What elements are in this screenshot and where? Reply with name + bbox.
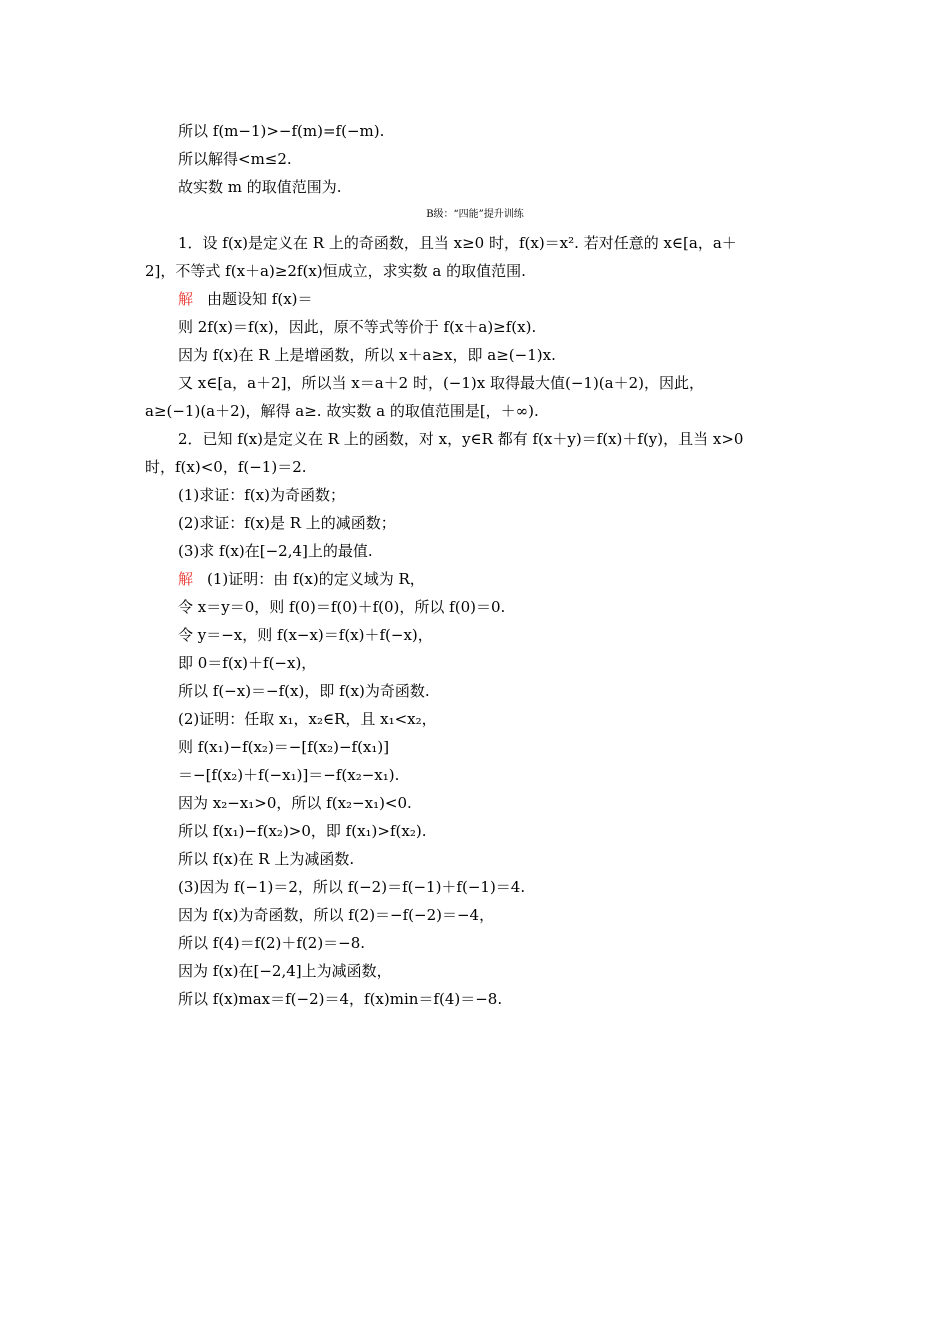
solution-line: 令 y＝−x，则 f(x−x)＝f(x)＋f(−x)， <box>178 626 433 644</box>
solution-line: 因为 f(x)在[−2,4]上为减函数， <box>178 962 392 980</box>
solution-line: 所以 f(x)max＝f(−2)＝4，f(x)min＝f(4)＝−8. <box>178 990 503 1008</box>
text-line: 所以 f(m−1)>−f(m)=f(−m). <box>178 122 385 140</box>
solution-line: 因为 f(x)在 R 上是增函数，所以 x＋a≥x，即 a≥(−1)x. <box>178 346 556 364</box>
solution-line: 所以 f(−x)＝−f(x)，即 f(x)为奇函数. <box>178 682 430 700</box>
solution-1-first-line <box>178 289 313 309</box>
solution-2-first-line <box>178 569 425 589</box>
solution-line: 所以 f(x₁)−f(x₂)>0，即 f(x₁)>f(x₂). <box>178 822 427 840</box>
section-title: B级：“四能”提升训练 <box>426 209 524 220</box>
solution-line: 因为 f(x)为奇函数，所以 f(2)＝−f(−2)＝−4， <box>178 906 495 924</box>
solution-label: 解 <box>178 290 194 308</box>
question-1-line-1: 1．设 f(x)是定义在 R 上的奇函数，且当 x≥0 时，f(x)＝x². 若对任意的 x∈[a，a＋ <box>178 234 737 252</box>
solution-line: 所以 f(4)＝f(2)＋f(2)＝−8. <box>178 934 366 952</box>
question-2-part: (3)求 f(x)在[−2,4]上的最值. <box>178 542 373 560</box>
solution-line: 因为 x₂−x₁>0，所以 f(x₂−x₁)<0. <box>178 794 412 812</box>
text-line: 所以解得<m≤2. <box>178 150 292 168</box>
solution-line: (3)因为 f(−1)＝2，所以 f(−2)＝f(−1)＋f(−1)＝4. <box>178 878 526 896</box>
question-2-part: (2)求证：f(x)是 R 上的减函数； <box>178 514 396 532</box>
solution-line: (2)证明：任取 x₁，x₂∈R，且 x₁<x₂， <box>178 710 437 728</box>
solution-line: 令 x＝y＝0，则 f(0)＝f(0)＋f(0)，所以 f(0)＝0. <box>178 598 506 616</box>
question-1-line-2: 2]，不等式 f(x＋a)≥2f(x)恒成立，求实数 a 的取值范围. <box>145 262 526 280</box>
solution-line: 又 x∈[a，a＋2]，所以当 x＝a＋2 时，(−1)x 取得最大值(−1)(a＋2)，因此， <box>178 374 704 392</box>
question-2-line-1: 2．已知 f(x)是定义在 R 上的函数，对 x，y∈R 都有 f(x＋y)＝f(x)＋f(y)，且当 x>0 <box>178 430 744 448</box>
question-2-line-2: 时，f(x)<0，f(−1)＝2. <box>145 458 307 476</box>
solution-line: ＝−[f(x₂)＋f(−x₁)]＝−f(x₂−x₁). <box>178 766 400 784</box>
solution-line: 所以 f(x)在 R 上为减函数. <box>178 850 355 868</box>
solution-text: (1)证明：由 f(x)的定义域为 R， <box>207 570 425 588</box>
text-line: 故实数 m 的取值范围为. <box>178 178 342 196</box>
solution-line: 即 0＝f(x)＋f(−x)， <box>178 654 317 672</box>
solution-line: a≥(−1)(a＋2)，解得 a≥. 故实数 a 的取值范围是[，＋∞). <box>145 402 539 420</box>
solution-text: 由题设知 f(x)＝ <box>207 290 313 308</box>
solution-label: 解 <box>178 570 194 588</box>
question-2-part: (1)求证：f(x)为奇函数； <box>178 486 345 504</box>
solution-line: 则 f(x₁)−f(x₂)＝−[f(x₂)−f(x₁)] <box>178 738 390 756</box>
solution-line: 则 2f(x)＝f(x)，因此，原不等式等价于 f(x＋a)≥f(x). <box>178 318 537 336</box>
